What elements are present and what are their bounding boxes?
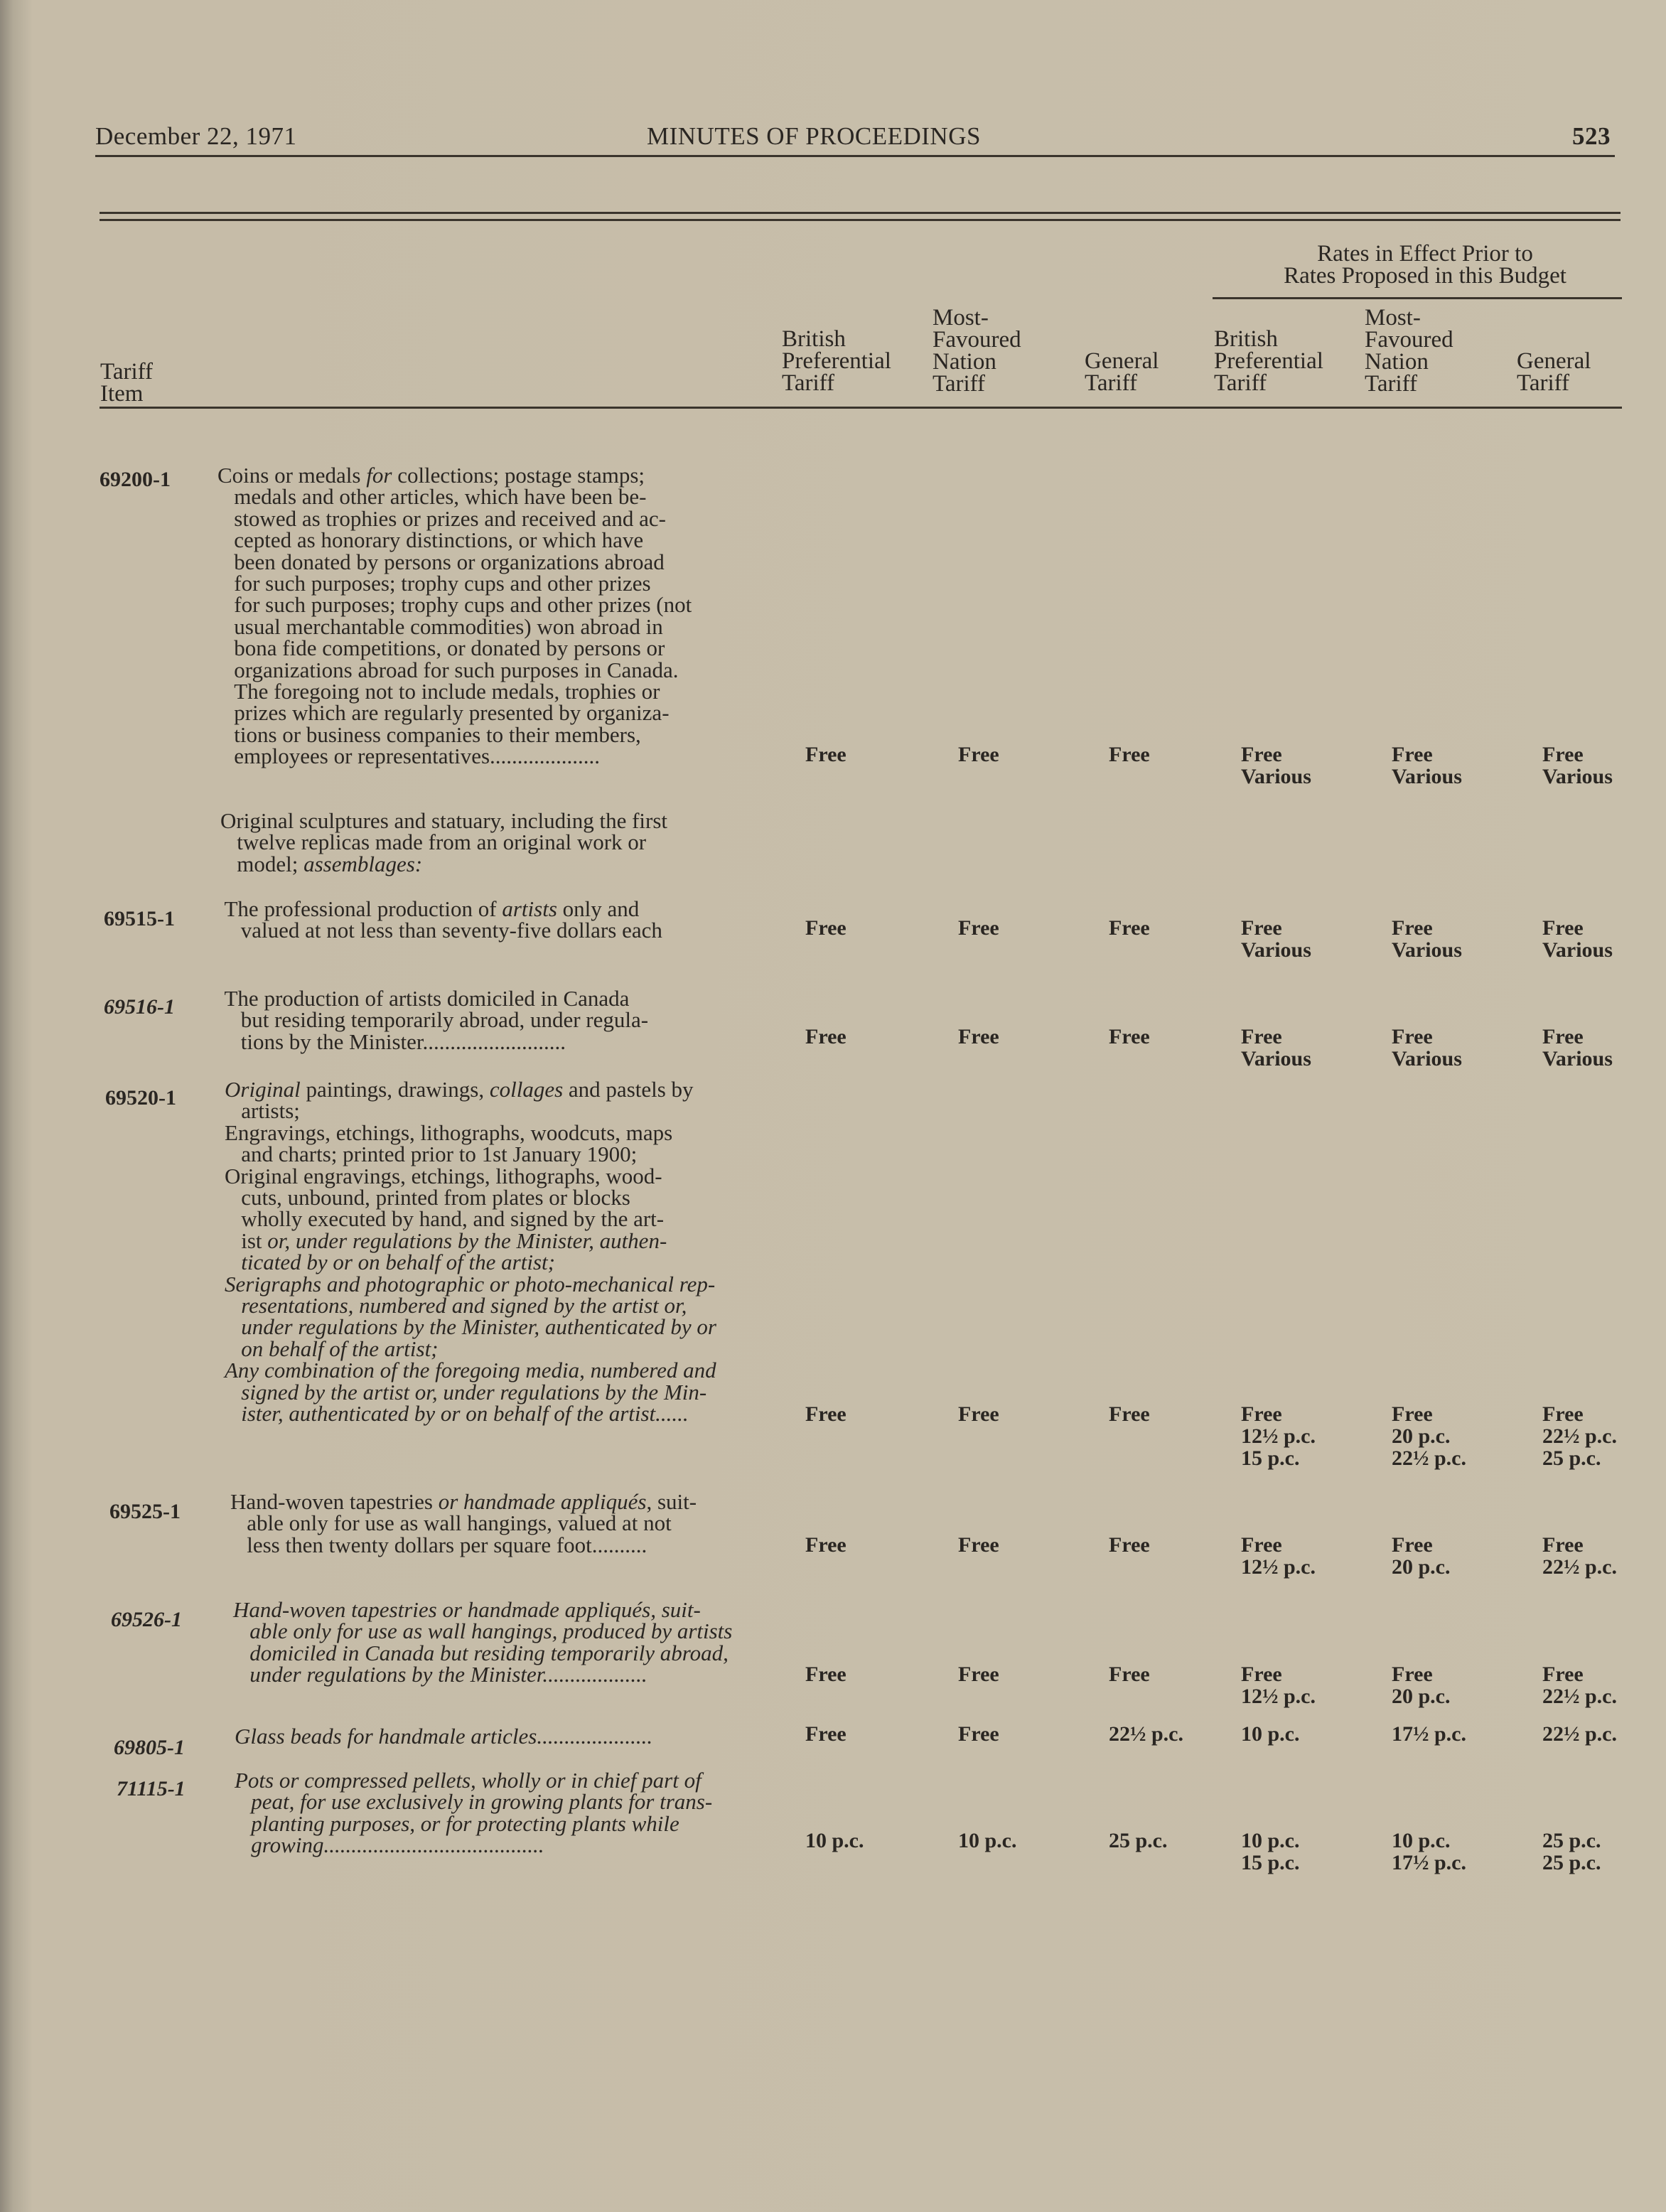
rate-value: Free — [805, 1533, 847, 1557]
rate-value: Free — [958, 1722, 999, 1746]
rate-value: Various — [1241, 1047, 1311, 1070]
rate-value: Various — [1542, 938, 1613, 962]
rate-pmfn — [1392, 743, 1462, 788]
description-line: Hand-woven tapestries or handmade appliqués, suit- — [230, 1489, 697, 1514]
rate-value: Free — [1392, 743, 1433, 766]
rate-value: 20 p.c. — [1392, 1685, 1451, 1708]
rate-mfn — [958, 1723, 999, 1745]
rate-value: Various — [1241, 938, 1311, 962]
rate-value: 10 p.c. — [805, 1829, 864, 1852]
col-general: General Tariff — [1085, 348, 1159, 396]
rate-pgen — [1542, 743, 1613, 788]
rate-pmfn — [1392, 1723, 1466, 1745]
tariff-item-number: 69526-1 — [111, 1608, 182, 1631]
description-line: cepted as honorary distinctions, or which have — [217, 527, 644, 553]
description-line: artists; — [225, 1098, 300, 1124]
rate-value: 12½ p.c. — [1241, 1685, 1316, 1708]
rate-value: Free — [1392, 1025, 1433, 1048]
rate-value: Free — [958, 916, 999, 940]
rate-pgen — [1542, 1026, 1613, 1070]
rate-value: 25 p.c. — [1542, 1446, 1601, 1470]
tariff-item-number: 69805-1 — [114, 1736, 185, 1759]
header-title: MINUTES OF PROCEEDINGS — [647, 122, 981, 150]
tariff-item-description — [220, 810, 667, 875]
rate-value: Various — [1392, 938, 1462, 962]
description-line: Original paintings, drawings, collages and pastels by — [225, 1077, 694, 1102]
description-line: The production of artists domiciled in Canada — [213, 986, 630, 1011]
rate-value: Free — [1542, 1533, 1584, 1557]
description-line: ist or, under regulations by the Minister, authen- — [225, 1228, 667, 1253]
description-line: employees or representatives.................... — [217, 743, 601, 769]
rate-value: Free — [1241, 1025, 1282, 1048]
rate-value: 10 p.c. — [958, 1829, 1017, 1852]
rate-value: 22½ p.c. — [1542, 1424, 1617, 1448]
rate-bp — [805, 1026, 847, 1048]
rate-value: Free — [958, 1533, 999, 1557]
rate-value: 17½ p.c. — [1392, 1722, 1466, 1746]
rate-value: Free — [1241, 743, 1282, 766]
column-header-rule — [100, 407, 1622, 409]
rate-gen — [1109, 1663, 1150, 1685]
rate-value: Free — [805, 916, 847, 940]
tariff-item-description — [235, 1770, 712, 1857]
col-british-preferential: British Preferential Tariff — [782, 326, 891, 396]
description-line: Original engravings, etchings, lithographs, wood- — [225, 1163, 662, 1188]
tariff-item-description — [213, 898, 662, 942]
col-most-favoured-nation: Most- Favoured Nation Tariff — [933, 305, 1021, 397]
rate-value: Free — [1542, 743, 1584, 766]
rate-value: Free — [805, 1402, 847, 1426]
rate-value: Free — [1241, 1663, 1282, 1686]
rate-pbp — [1241, 1723, 1300, 1745]
description-line: model; assemblages: — [220, 851, 423, 876]
rate-value: Free — [1542, 916, 1584, 940]
description-line: on behalf of the artist; — [241, 1336, 439, 1361]
description-line: Engravings, etchings, lithographs, woodcuts, maps — [225, 1120, 673, 1145]
rate-value: Free — [1109, 1533, 1150, 1557]
description-line: twelve replicas made from an original work or — [220, 830, 647, 855]
table-top-rule — [100, 212, 1621, 214]
rate-value: Free — [805, 743, 847, 766]
rate-value: Free — [1392, 1533, 1433, 1557]
rate-value: Free — [958, 1025, 999, 1048]
rate-bp — [805, 743, 847, 766]
rate-value: 22½ p.c. — [1109, 1722, 1183, 1746]
rate-value: Free — [1542, 1402, 1584, 1426]
description-line: Glass beads for handmale articles..................... — [235, 1724, 653, 1749]
rate-value: 25 p.c. — [1542, 1851, 1601, 1874]
tariff-item-description — [225, 1079, 716, 1425]
rate-value: 20 p.c. — [1392, 1424, 1451, 1448]
rate-value: Free — [1109, 1025, 1150, 1048]
tariff-item-description — [233, 1599, 732, 1686]
tariff-item-description — [230, 1491, 697, 1556]
description-line: valued at not less than seventy-five dollars each — [213, 918, 662, 943]
description-line: planting purposes, or for protecting plants while — [251, 1810, 679, 1836]
description-line: The foregoing not to include medals, trophies or — [217, 679, 660, 704]
rate-value: Free — [805, 1722, 847, 1746]
rate-bp — [805, 1663, 847, 1685]
col-prior-group: Rates in Effect Prior to Rates Proposed in this Budget — [1284, 241, 1566, 289]
description-line: bona fide competitions, or donated by persons or — [217, 635, 665, 661]
rate-value: 25 p.c. — [1109, 1829, 1168, 1852]
rate-value: Various — [1241, 765, 1311, 788]
rate-value: Free — [958, 1663, 999, 1686]
rate-value: 15 p.c. — [1241, 1851, 1300, 1874]
col-prior-british-preferential: British Preferential Tariff — [1214, 326, 1323, 396]
table-top-rule-2 — [100, 219, 1621, 221]
rate-pbp — [1241, 1403, 1316, 1469]
description-line: resentations, numbered and signed by the artist or, — [241, 1293, 687, 1319]
rate-pgen — [1542, 1403, 1617, 1469]
rate-pgen — [1542, 1663, 1617, 1707]
rate-pgen — [1542, 1723, 1617, 1745]
rate-pbp — [1241, 917, 1311, 961]
rate-value: 17½ p.c. — [1392, 1851, 1466, 1874]
description-line: under regulations by the Minister, authenticated by or — [241, 1314, 716, 1340]
description-line: Coins or medals for collections; postage stamps; — [217, 463, 645, 488]
rate-value: Free — [1109, 1663, 1150, 1686]
rate-gen — [1109, 1830, 1168, 1852]
rate-mfn — [958, 1830, 1017, 1852]
description-line: medals and other articles, which have been be- — [217, 484, 647, 510]
description-line: The professional production of artists only and — [213, 896, 640, 921]
description-line: domiciled in Canada but residing temporarily abroad, — [249, 1640, 729, 1665]
description-line: Hand-woven tapestries or handmade appliqués, suit- — [233, 1597, 701, 1622]
rate-bp — [805, 917, 847, 939]
rate-mfn — [958, 743, 999, 766]
rate-value: Free — [1542, 1663, 1584, 1686]
description-line: signed by the artist or, under regulations by the Min- — [241, 1379, 707, 1405]
rate-pmfn — [1392, 1026, 1462, 1070]
description-line: wholly executed by hand, and signed by the art- — [225, 1206, 665, 1232]
rate-value: 10 p.c. — [1241, 1829, 1300, 1852]
rate-value: Various — [1542, 765, 1613, 788]
description-line: Original sculptures and statuary, including the first — [220, 808, 668, 833]
tariff-item-description — [235, 1726, 652, 1747]
rate-value: 22½ p.c. — [1542, 1555, 1617, 1579]
description-line: peat, for use exclusively in growing plants for trans- — [251, 1789, 713, 1815]
rate-value: Free — [1109, 1402, 1150, 1426]
description-line: but residing temporarily abroad, under regula- — [213, 1007, 649, 1033]
rate-pbp — [1241, 1830, 1300, 1874]
rate-value: 10 p.c. — [1392, 1829, 1451, 1852]
rate-bp — [805, 1830, 864, 1852]
description-line: able only for use as wall hangings, produced by artists — [249, 1618, 733, 1644]
description-line: less then twenty dollars per square foot.......... — [230, 1532, 647, 1557]
rate-value: 25 p.c. — [1542, 1829, 1601, 1852]
description-line: and charts; printed prior to 1st January 1900; — [225, 1142, 638, 1167]
rate-pgen — [1542, 1830, 1601, 1874]
rate-gen — [1109, 1723, 1183, 1745]
tariff-item-description — [217, 465, 692, 768]
description-line: ister, authenticated by or on behalf of the artist...... — [241, 1401, 689, 1427]
tariff-item-description — [213, 988, 648, 1053]
description-line: organizations abroad for such purposes in Canada. — [217, 657, 679, 682]
rate-value: 12½ p.c. — [1241, 1555, 1316, 1579]
description-line: for such purposes; trophy cups and other prizes — [217, 571, 651, 596]
rate-value: Free — [958, 1402, 999, 1426]
rate-gen — [1109, 743, 1150, 766]
rate-value: Various — [1392, 765, 1462, 788]
header-date: December 22, 1971 — [95, 122, 297, 150]
rate-value: Free — [1542, 1025, 1584, 1048]
rate-value: Free — [805, 1025, 847, 1048]
rate-value: 22½ p.c. — [1392, 1446, 1466, 1470]
rate-value: Free — [805, 1663, 847, 1686]
description-line: for such purposes; trophy cups and other prizes (not — [217, 592, 692, 618]
tariff-item-number: 69525-1 — [109, 1500, 181, 1523]
rate-pbp — [1241, 1663, 1316, 1707]
page-number: 523 — [1572, 122, 1611, 150]
rate-value: Free — [1241, 1533, 1282, 1557]
rate-value: Free — [958, 743, 999, 766]
rate-mfn — [958, 1663, 999, 1685]
tariff-item-number: 71115-1 — [117, 1777, 186, 1800]
rate-gen — [1109, 1026, 1150, 1048]
rate-value: Free — [1109, 916, 1150, 940]
rate-bp — [805, 1534, 847, 1556]
description-line: tions or business companies to their members, — [217, 721, 641, 747]
rate-gen — [1109, 917, 1150, 939]
rate-value: Free — [1392, 1402, 1433, 1426]
rate-pmfn — [1392, 1663, 1451, 1707]
rate-value: Various — [1392, 1047, 1462, 1070]
description-line: prizes which are regularly presented by organiza- — [217, 700, 670, 726]
rate-value: 10 p.c. — [1241, 1722, 1300, 1746]
rate-mfn — [958, 1534, 999, 1556]
rate-pbp — [1241, 1534, 1316, 1578]
tariff-item-number: 69520-1 — [105, 1086, 176, 1110]
rate-pbp — [1241, 1026, 1311, 1070]
rate-gen — [1109, 1534, 1150, 1556]
tariff-item-number: 69516-1 — [104, 995, 175, 1019]
rate-value: Free — [1109, 743, 1150, 766]
rate-mfn — [958, 1026, 999, 1048]
description-line: been donated by persons or organizations abroad — [217, 549, 665, 574]
header-rule — [95, 155, 1615, 157]
description-line: Any combination of the foregoing media, numbered and — [225, 1358, 716, 1383]
description-line: Pots or compressed pellets, wholly or in chief part of — [235, 1768, 702, 1793]
description-line: Serigraphs and photographic or photo-mechanical rep- — [225, 1271, 716, 1296]
rate-pgen — [1542, 1534, 1617, 1578]
rate-value: Free — [1241, 916, 1282, 940]
rate-pmfn — [1392, 917, 1462, 961]
description-line: tions by the Minister.......................... — [213, 1029, 566, 1054]
tariff-item-number: 69200-1 — [100, 468, 171, 491]
description-line: under regulations by the Minister................... — [249, 1662, 647, 1687]
rate-value: 15 p.c. — [1241, 1446, 1300, 1470]
description-line: able only for use as wall hangings, valued at not — [230, 1510, 672, 1536]
description-line: usual merchantable commodities) won abroad in — [217, 613, 663, 639]
tariff-item-number: 69515-1 — [104, 907, 175, 930]
rate-value: Free — [1392, 916, 1433, 940]
rate-value: Various — [1542, 1047, 1613, 1070]
col-tariff-item: Tariff Item — [100, 359, 154, 407]
col-prior-general: General Tariff — [1517, 348, 1591, 396]
rate-value: 22½ p.c. — [1542, 1722, 1617, 1746]
rate-mfn — [958, 1403, 999, 1425]
prior-group-rule — [1213, 297, 1622, 299]
rate-mfn — [958, 917, 999, 939]
rate-pmfn — [1392, 1830, 1466, 1874]
rate-pmfn — [1392, 1534, 1451, 1578]
rate-bp — [805, 1723, 847, 1745]
rate-value: Free — [1241, 1402, 1282, 1426]
rate-value: 22½ p.c. — [1542, 1685, 1617, 1708]
rate-gen — [1109, 1403, 1150, 1425]
description-line: growing........................................ — [251, 1832, 544, 1858]
rate-value: 20 p.c. — [1392, 1555, 1451, 1579]
rate-pmfn — [1392, 1403, 1466, 1469]
rate-pbp — [1241, 743, 1311, 788]
description-line: ticated by or on behalf of the artist; — [241, 1250, 555, 1275]
description-line: stowed as trophies or prizes and received and ac- — [217, 505, 666, 531]
rate-value: Free — [1392, 1663, 1433, 1686]
rate-pgen — [1542, 917, 1613, 961]
description-line: cuts, unbound, printed from plates or blocks — [225, 1185, 630, 1210]
col-prior-most-favoured-nation: Most- Favoured Nation Tariff — [1365, 305, 1453, 397]
rate-bp — [805, 1403, 847, 1425]
rate-value: 12½ p.c. — [1241, 1424, 1316, 1448]
